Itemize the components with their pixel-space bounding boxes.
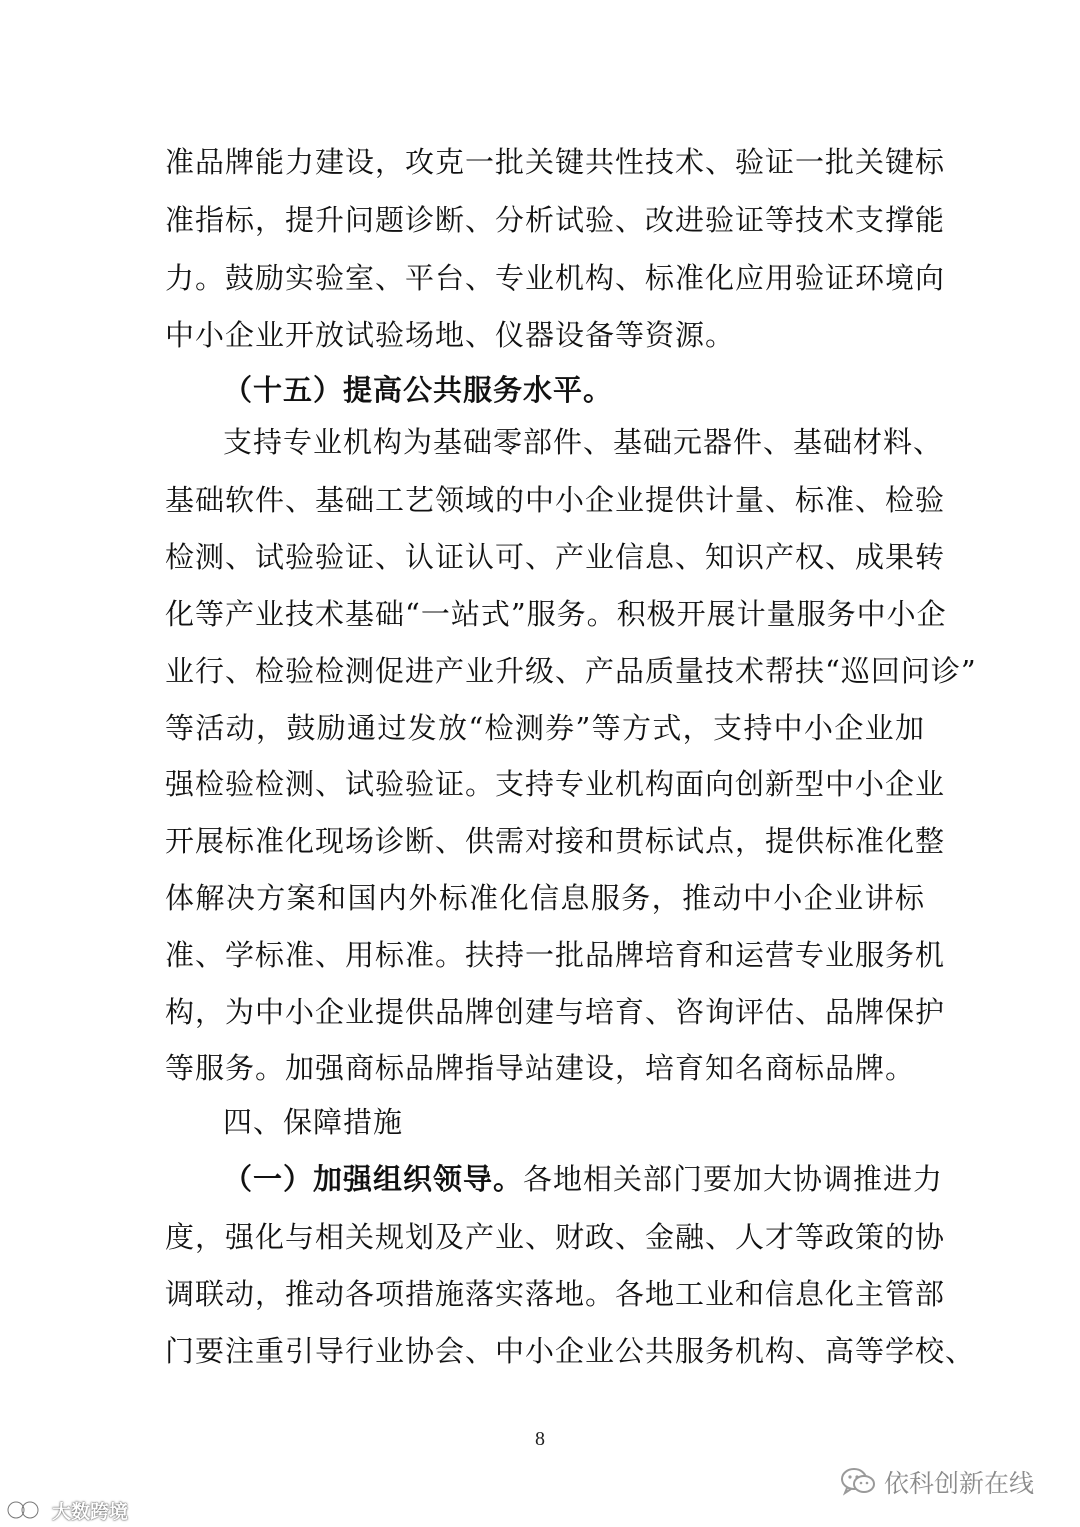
subsection-text: 各地相关部门要加大协调推进力 <box>523 1162 944 1196</box>
paragraph-line: 力。鼓励实验室、平台、专业机构、标准化应用验证环境向 <box>165 261 946 295</box>
corner-watermark-text: 大数跨境 <box>52 1500 129 1523</box>
paragraph-line: 开展标准化现场诊断、供需对接和贯标试点，提供标准化整 <box>165 824 946 858</box>
paragraph-line: 度，强化与相关规划及产业、财政、金融、人才等政策的协 <box>165 1220 946 1254</box>
subsection-first-line <box>223 1157 944 1201</box>
section-heading: （十五）提高公共服务水平。 <box>223 373 614 407</box>
paragraph-line: 体解决方案和国内外标准化信息服务，推动中小企业讲标 <box>165 881 925 915</box>
paragraph-line: 准指标，提升问题诊断、分析试验、改进验证等技术支撑能 <box>165 203 946 237</box>
wechat-account-name: 依科创新在线 <box>884 1469 1035 1498</box>
corner-watermark <box>4 1496 128 1524</box>
subsection-heading: （一）加强组织领导。 <box>223 1162 524 1196</box>
paragraph-line: 等服务。加强商标品牌指导站建设，培育知名商标品牌。 <box>165 1051 916 1085</box>
paragraph-line: 检测、试验验证、认证认可、产业信息、知识产权、成果转 <box>165 540 946 574</box>
wechat-watermark <box>840 1462 1034 1502</box>
paragraph-line: 等活动，鼓励通过发放“检测券”等方式，支持中小企业加 <box>165 711 925 745</box>
wechat-icon <box>840 1467 876 1497</box>
paragraph-line: 中小企业开放试验场地、仪器设备等资源。 <box>165 318 736 352</box>
paragraph-line: 准品牌能力建设，攻克一批关键共性技术、验证一批关键标 <box>165 145 946 179</box>
paragraph-line: 调联动，推动各项措施落实落地。各地工业和信息化主管部 <box>165 1277 946 1311</box>
section-heading: 四、保障措施 <box>223 1105 404 1139</box>
paragraph-line: 化等产业技术基础“一站式”服务。积极开展计量服务中小企 <box>165 597 947 631</box>
paragraph-line: 准、学标准、用标准。扶持一批品牌培育和运营专业服务机 <box>165 938 946 972</box>
paragraph-line: 基础软件、基础工艺领域的中小企业提供计量、标准、检验 <box>165 483 946 517</box>
link-icon <box>4 1499 48 1521</box>
page-number: 8 <box>535 1428 545 1450</box>
paragraph-line: 构，为中小企业提供品牌创建与培育、咨询评估、品牌保护 <box>165 995 946 1029</box>
paragraph-line: 强检验检测、试验验证。支持专业机构面向创新型中小企业 <box>165 767 946 801</box>
paragraph-line: 门要注重引导行业协会、中小企业公共服务机构、高等学校、 <box>165 1334 976 1368</box>
paragraph-line: 业行、检验检测促进产业升级、产品质量技术帮扶“巡回问诊” <box>165 654 977 688</box>
paragraph-line: 支持专业机构为基础零部件、基础元器件、基础材料、 <box>223 425 944 459</box>
